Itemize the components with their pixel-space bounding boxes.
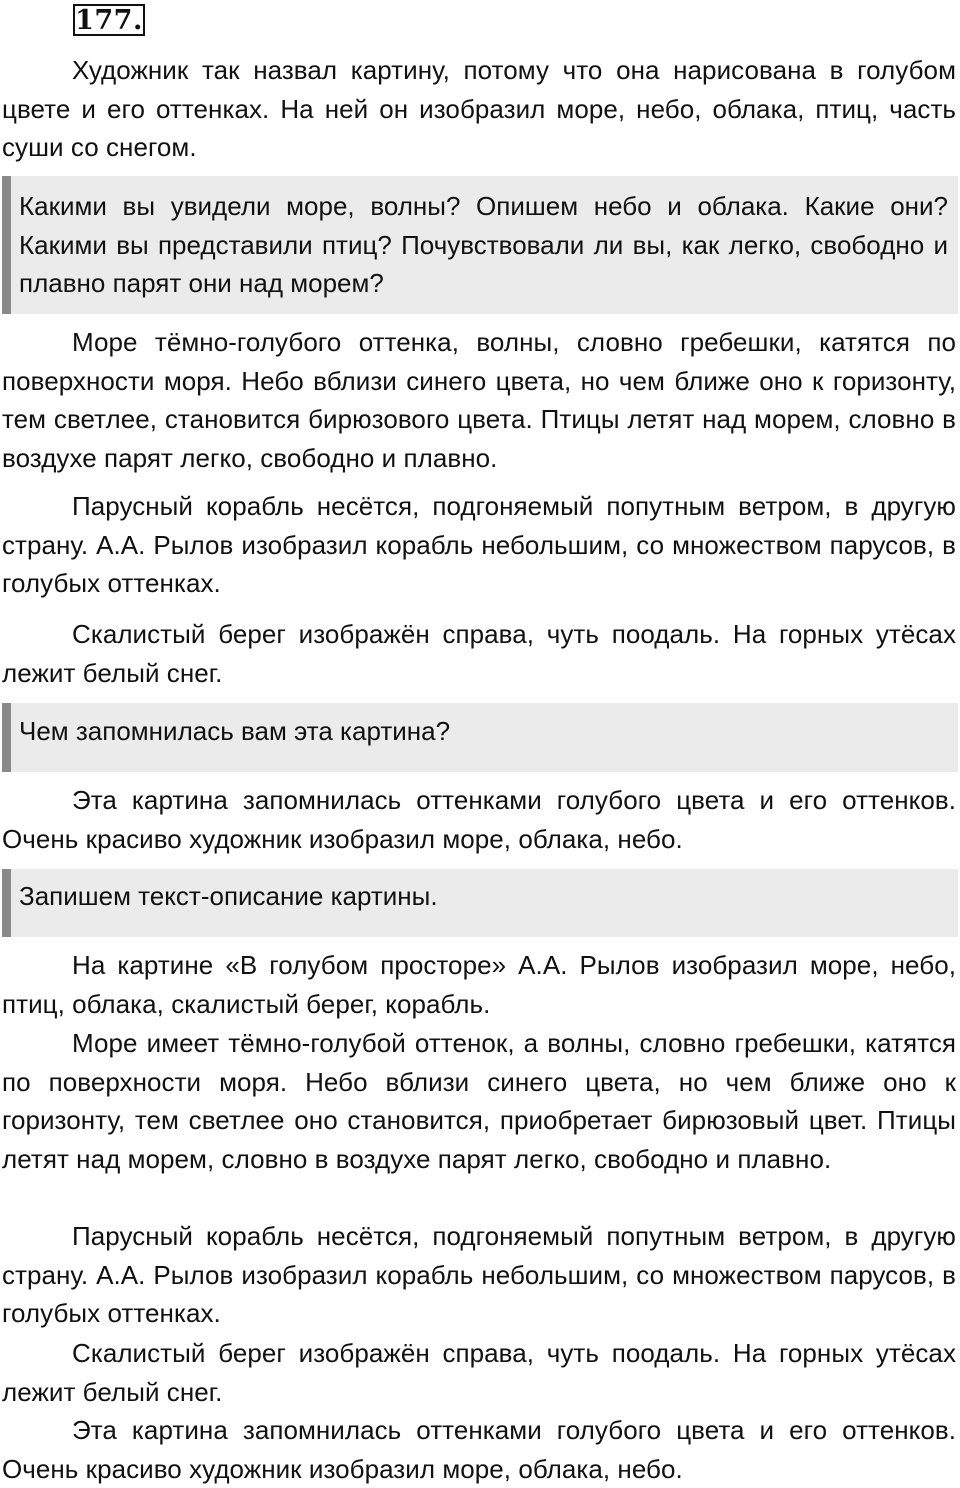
question-block-2: Чем запомнилась вам эта картина? [2, 703, 958, 772]
answer-paragraph-2: Море тёмно-голубого оттенка, волны, словно гребешки, катятся по поверхности моря. Небо вблизи синего цвета, но чем ближе оно к горизонту, тем светлее, становится бирюзового цвета. Птицы летят над морем, словно в воздухе парят легко, свободно и плавно. [2, 327, 956, 473]
question-block-3: Запишем текст-описание картины. [2, 869, 958, 937]
essay-paragraph-5: Эта картина запомнилась оттенками голубого цвета и его оттенков. Очень красиво художник изобразил море, облака, небо. [2, 1415, 956, 1484]
answer-paragraph-3: Парусный корабль несётся, подгоняемый попутным ветром, в другую страну. А.А. Рылов изобразил корабль небольшим, со множеством парусов, в голубых оттенках. [2, 491, 956, 598]
essay-paragraph-1: На картине «В голубом просторе» А.А. Рылов изобразил море, небо, птиц, облака, скалистый берег, корабль. [2, 950, 956, 1019]
answer-paragraph-1: Художник так назвал картину, потому что она нарисована в голубом цвете и его оттенках. На ней он изобразил море, небо, облака, птиц, часть суши со снегом. [2, 55, 956, 162]
answer-paragraph-5: Эта картина запомнилась оттенками голубого цвета и его оттенков. Очень красиво художник изобразил море, облака, небо. [2, 785, 956, 854]
task-number: 177. [73, 4, 145, 36]
essay-paragraph-3: Парусный корабль несётся, подгоняемый попутным ветром, в другую страну. А.А. Рылов изобразил корабль небольшим, со множеством парусов, в голубых оттенках. [2, 1221, 956, 1328]
essay-paragraph-2: Море имеет тёмно-голубой оттенок, а волны, словно гребешки, катятся по поверхности моря. Небо вблизи синего цвета, но чем ближе оно к горизонту, тем светлее оно становится, приобретает бирюзовый цвет. Птицы летят над морем, словно в воздухе парят легко, свободно и плавно. [2, 1028, 956, 1174]
question-block-1: Какими вы увидели море, волны? Опишем небо и облака. Какие они? Какими вы представили птиц? Почувствовали ли вы, как легко, свободно и плавно парят они над морем? [2, 176, 958, 314]
answer-paragraph-4: Скалистый берег изображён справа, чуть поодаль. На горных утёсах лежит белый снег. [2, 619, 956, 688]
essay-paragraph-4: Скалистый берег изображён справа, чуть поодаль. На горных утёсах лежит белый снег. [2, 1338, 956, 1407]
